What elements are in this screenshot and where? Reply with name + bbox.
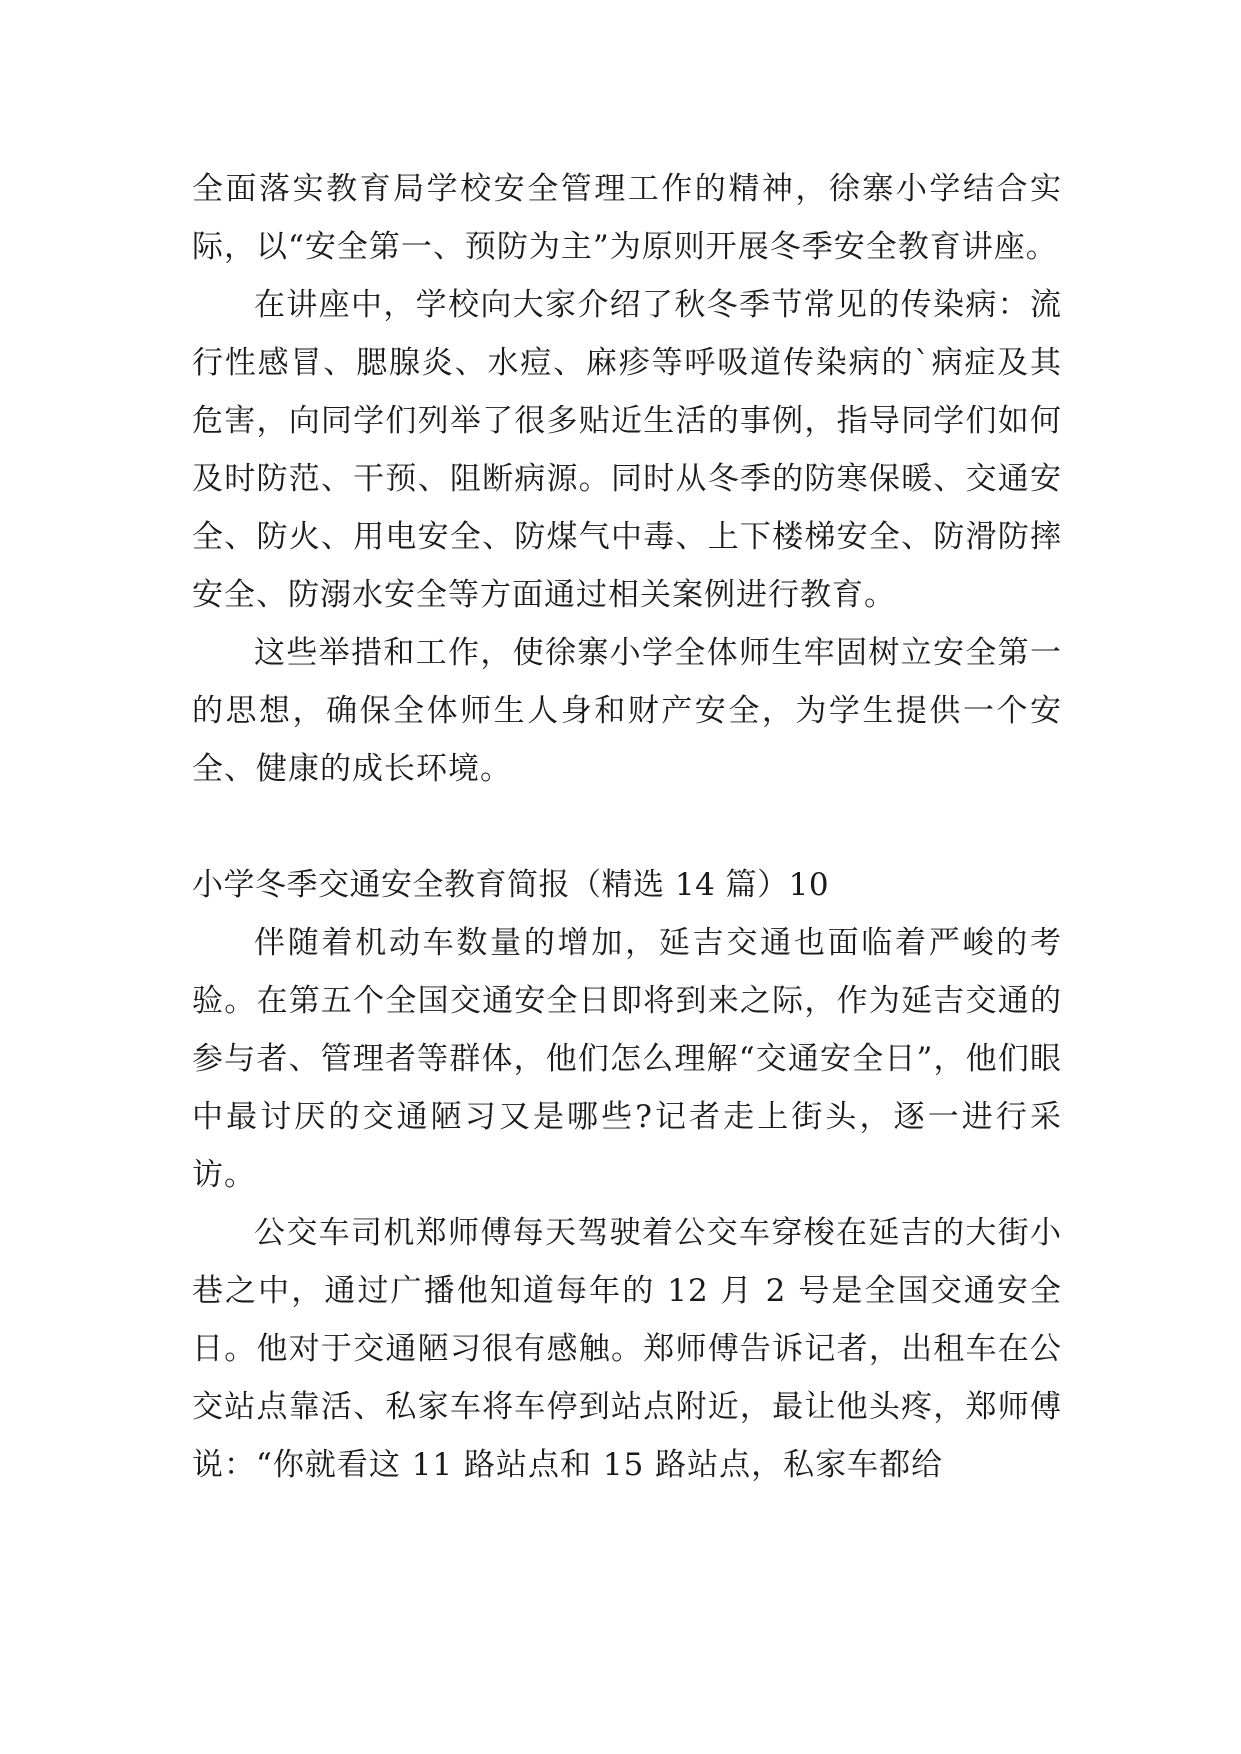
paragraph-lecture-content: 在讲座中，学校向大家介绍了秋冬季节常见的传染病：流行性感冒、腮腺炎、水痘、麻疹等呼吸道传染病的`病症及其危害，向同学们列举了很多贴近生活的事例，指导同学们如何及时防范、干预、阻断病源。同时从冬季的防寒保暖、交通安全、防火、用电安全、防煤气中毒、上下楼梯安全、防滑防摔安全、防溺水安全等方面通过相关案例进行教育。: [192, 287, 1062, 613]
paragraph-intro-continuation: 全面落实教育局学校安全管理工作的精神，徐寨小学结合实际，以“安全第一、预防为主”为原则开展冬季安全教育讲座。: [192, 171, 1062, 265]
paragraph-traffic-intro: 伴随着机动车数量的增加，延吉交通也面临着严峻的考验。在第五个全国交通安全日即将到来之际，作为延吉交通的参与者、管理者等群体，他们怎么理解“交通安全日”，他们眼中最讨厌的交通陋习又是哪些?记者走上街头，逐一进行采访。: [192, 925, 1062, 1193]
document-body: [192, 160, 1062, 1494]
paragraph-conclusion: 这些举措和工作，使徐寨小学全体师生牢固树立安全第一的思想，确保全体师生人身和财产安全，为学生提供一个安全、健康的成长环境。: [192, 635, 1062, 787]
section-title: 小学冬季交通安全教育简报（精选 14 篇）10: [192, 867, 830, 903]
paragraph-bus-driver: 公交车司机郑师傅每天驾驶着公交车穿梭在延吉的大街小巷之中，通过广播他知道每年的 12 月 2 号是全国交通安全日。他对于交通陋习很有感触。郑师傅告诉记者，出租车在公交站点靠活、私家车将车停到站点附近，最让他头疼，郑师傅说：“你就看这 11 路站点和 15 路站点，私家车都给: [192, 1215, 1062, 1483]
